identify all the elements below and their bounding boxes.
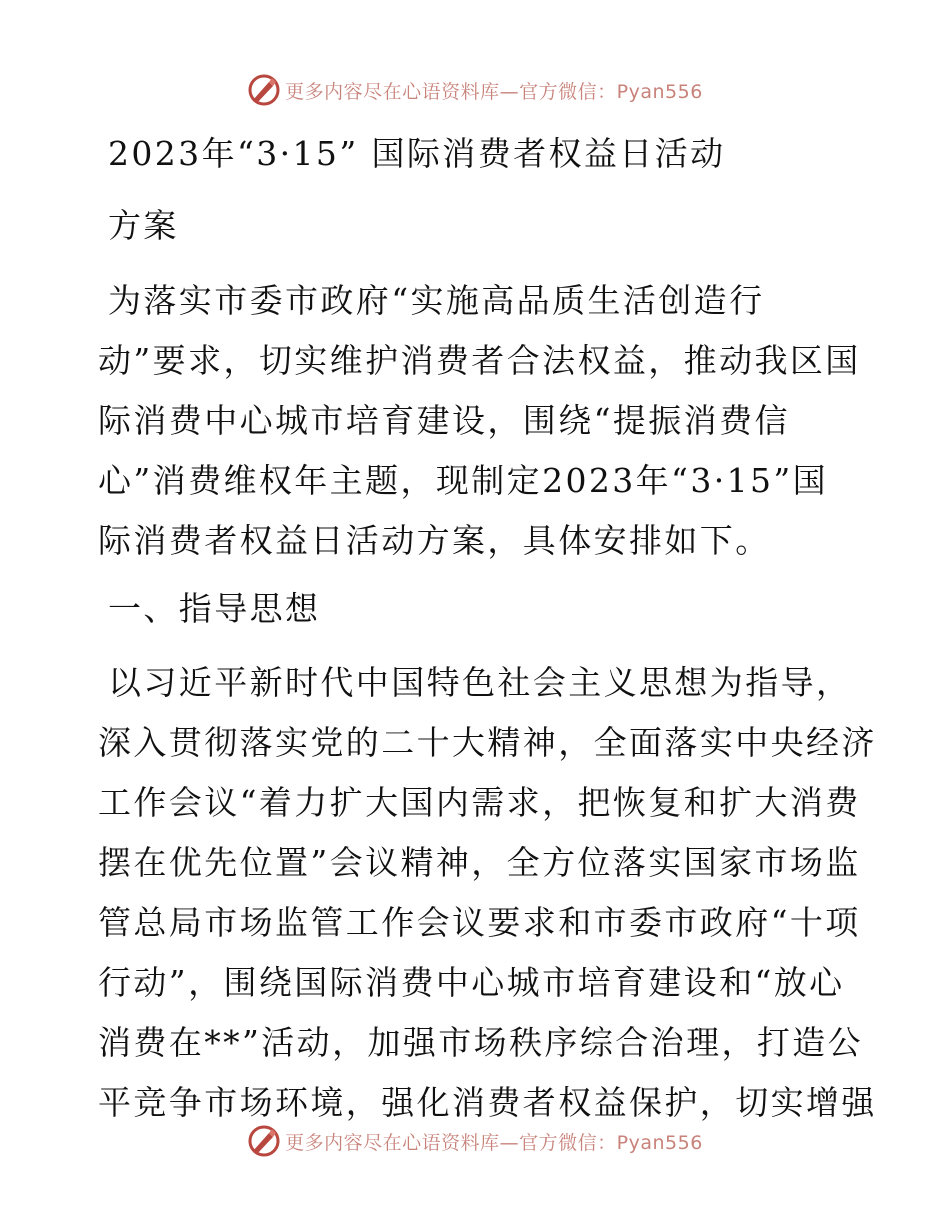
pen-logo-icon [247,73,281,107]
watermark-text: 更多内容尽在心语资料库—官方微信：Pyan556 [285,80,703,103]
section-1-line-5: 管总局市场监管工作会议要求和市委市政府“十项 [98,903,861,942]
section-1-line-7: 消费在**”活动，加强市场秩序综合治理，打造公 [98,1023,864,1062]
watermark-header [0,70,950,110]
section-1-heading: 一、指导思想 [108,589,321,628]
section-1-line-3: 工作会议“着力扩大国内需求，把恢复和扩大消费 [98,783,861,822]
section-1-line-6: 行动”，围绕国际消费中心城市培育建设和“放心 [98,963,845,1002]
section-1-line-4: 摆在优先位置”会议精神，全方位落实国家市场监 [98,843,861,882]
pen-logo-icon [247,1124,281,1158]
section-1-line-1: 以习近平新时代中国特色社会主义思想为指导， [108,663,852,702]
intro-line-1: 为落实市委市政府“实施高品质生活创造行 [108,281,765,320]
watermark-text: 更多内容尽在心语资料库—官方微信：Pyan556 [285,1131,703,1154]
intro-line-2: 动”要求，切实维护消费者合法权益，推动我区国 [98,341,861,380]
intro-line-3: 际消费中心城市培育建设，围绕“提振消费信 [98,401,790,440]
intro-line-4: 心”消费维权年主题，现制定2023年“3·15”国 [98,461,829,500]
watermark-footer [0,1121,950,1161]
intro-line-5: 际消费者权益日活动方案，具体安排如下。 [98,521,771,560]
document-title-line-1: 2023年“3·15” 国际消费者权益日活动 [108,134,726,173]
document-title-line-2: 方案 [108,206,179,245]
section-1-line-8: 平竞争市场环境，强化消费者权益保护，切实增强 [98,1083,877,1122]
section-1-line-2: 深入贯彻落实党的二十大精神，全面落实中央经济 [98,723,877,762]
